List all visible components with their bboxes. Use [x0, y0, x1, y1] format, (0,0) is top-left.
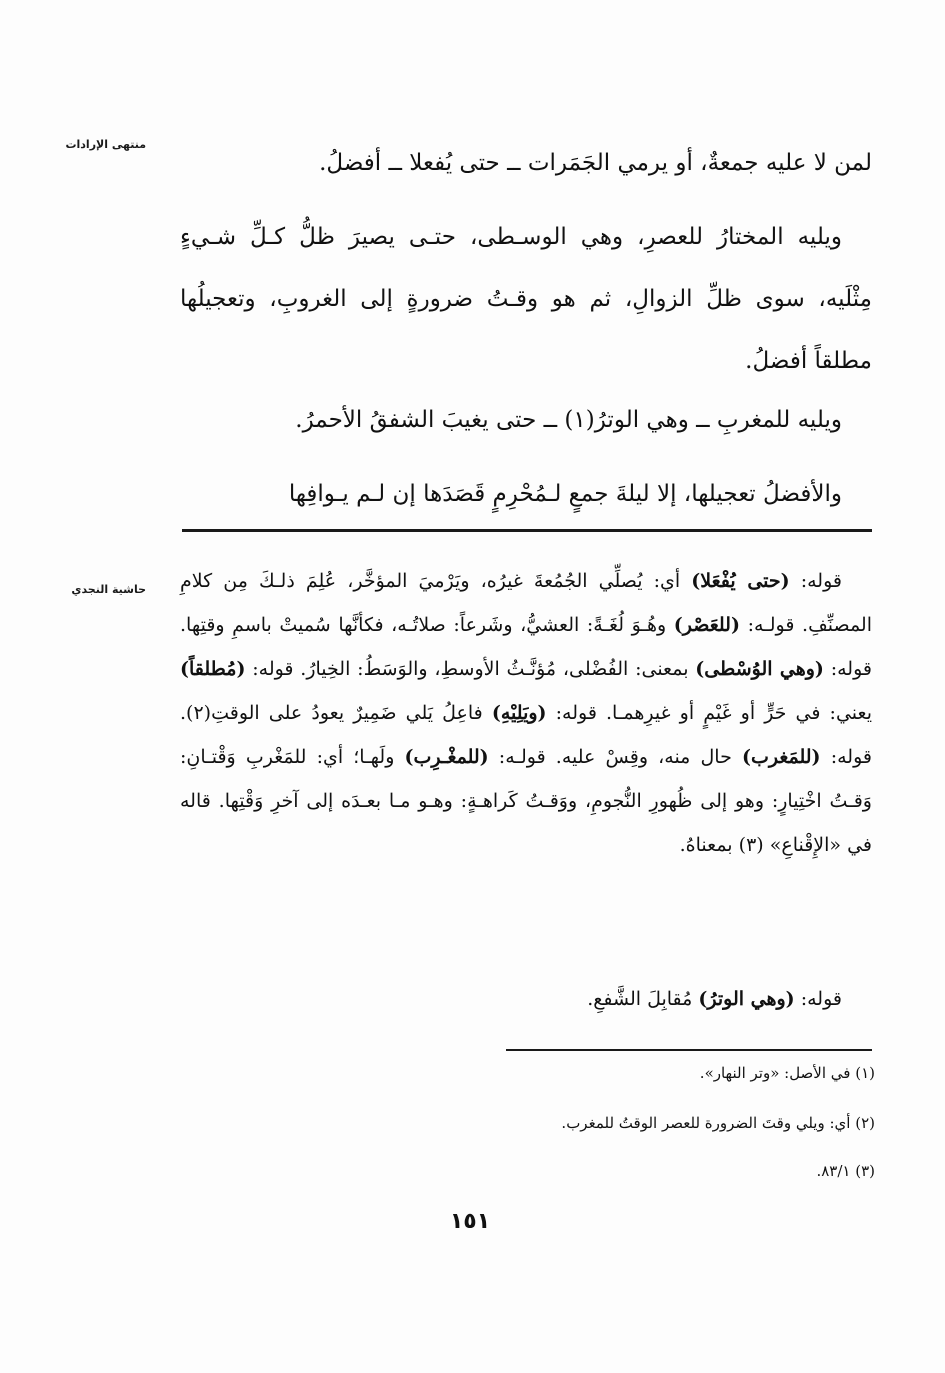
main-text-line: لمن لا عليه جمعةٌ، أو يرمي الجَمَرات ــ حتى يُفعلا ــ أفضلُ. — [319, 150, 872, 176]
quoted-term: (حتى يُفْعَلا) — [691, 570, 790, 592]
commentary-text-run: وهُـوَ لُغَـةً: العشيُّ، وشَرعاً: صلاتُـه، فكأنَّها سُميتْ باسمِ وقتِها. قوله: — [180, 614, 872, 680]
main-text-paragraph-4 — [180, 463, 872, 525]
main-text-divider — [182, 529, 872, 532]
footnote-2: (٢) أي: ويلي وقتَ الضرورة للعصر الوقتُ للمغرب. — [561, 1114, 875, 1132]
commentary-text — [180, 977, 872, 1021]
commentary-text-run: حال منه، وقِسْ عليه. قولـه: — [488, 746, 742, 768]
commentary-paragraph-2 — [180, 977, 872, 1021]
commentary-text — [180, 559, 872, 867]
footnotes-divider — [506, 1049, 872, 1051]
quoted-term: (للمغْـرِب) — [404, 746, 489, 768]
commentary-text-run: فاعِلُ يَلي ضَمِيرٌ يعودُ على الوقتِ(٢). قوله: — [180, 702, 872, 768]
main-text-line: والأفضلُ تعجيلها، إلا ليلةَ جمعٍ لـمُحْرِمٍ قَصَدَها إن لـم يـوافِها — [288, 481, 842, 507]
quoted-term: (للعَصْر) — [673, 614, 740, 636]
commentary-text-run: يعني: في حَرٍّ أو غَيْمٍ أو غيرِهمـا. قوله: — [546, 702, 872, 724]
commentary-text-run: أي: يُصلِّي الجُمُعةَ غيرُه، ويَرْميَ المؤخَّر، عُلِمَ ذلـكَ مِن كلامِ المصنِّفِ. قولـه: — [180, 570, 872, 636]
running-header-commentary: حاشية النجدي — [71, 583, 146, 596]
footnote-3: (٣) ٨٣/١. — [816, 1162, 875, 1180]
commentary-paragraph-1 — [180, 559, 872, 867]
page-number: ١٥١ — [449, 1209, 491, 1234]
commentary-text-run: قوله: — [794, 988, 842, 1010]
commentary-text-run: ولَهـا؛ أي: للمَغْربِ وَقْتـانِ: وَقـتُ اخْتِيارٍ: وهو إلى ظُهورِ النُّجومِ، ووَقـتُ كَراهـةٍ: وهـو مـا بعـدَه إلى آخرِ وَقْتِها. قاله في «الإِقْناعِ» (٣) بمعناهُ. — [180, 746, 872, 856]
main-text-paragraph-3 — [180, 389, 872, 451]
quoted-term: (للمَغرب) — [741, 746, 821, 768]
quoted-term: (مُطلقاً) — [180, 658, 246, 680]
running-header-main-text: منتهى الإرادات — [65, 138, 146, 151]
footnote-1: (١) في الأصل: «وتر النهار». — [699, 1064, 875, 1082]
main-text-paragraph-2 — [180, 206, 872, 392]
commentary-text-run: بمعنى: الفُضْلى، مُؤنَّـثُ الأوسطِ، والوَسَطُ: الخِيارُ. قوله: — [245, 658, 696, 680]
commentary-text-run: مُقابِلَ الشَّفعِ. — [587, 988, 699, 1010]
quoted-term: (وهي الوترُ) — [698, 988, 795, 1010]
quoted-term: (وهي الوُسْطى) — [695, 658, 824, 680]
main-text-line: ويليه للمغربِ ــ وهي الوترُ(١) ــ حتى يغيبَ الشفقُ الأحمرُ. — [295, 407, 842, 433]
main-text-paragraph-1 — [180, 132, 872, 194]
main-text-line: ويليه المختارُ للعصرِ، وهي الوسـطى، حتـى يصيرَ ظلُّ كـلِّ شـيءٍ مِثْلَيه، سوى ظلِّ الزوالِ، ثم هو وقـتُ ضرورةٍ إلى الغروبِ، وتعجيلُها مطلقاً أفضلُ. — [180, 224, 872, 374]
quoted-term: (ويَلِيْهِ) — [491, 702, 547, 724]
commentary-text-run: قوله: — [789, 570, 842, 592]
